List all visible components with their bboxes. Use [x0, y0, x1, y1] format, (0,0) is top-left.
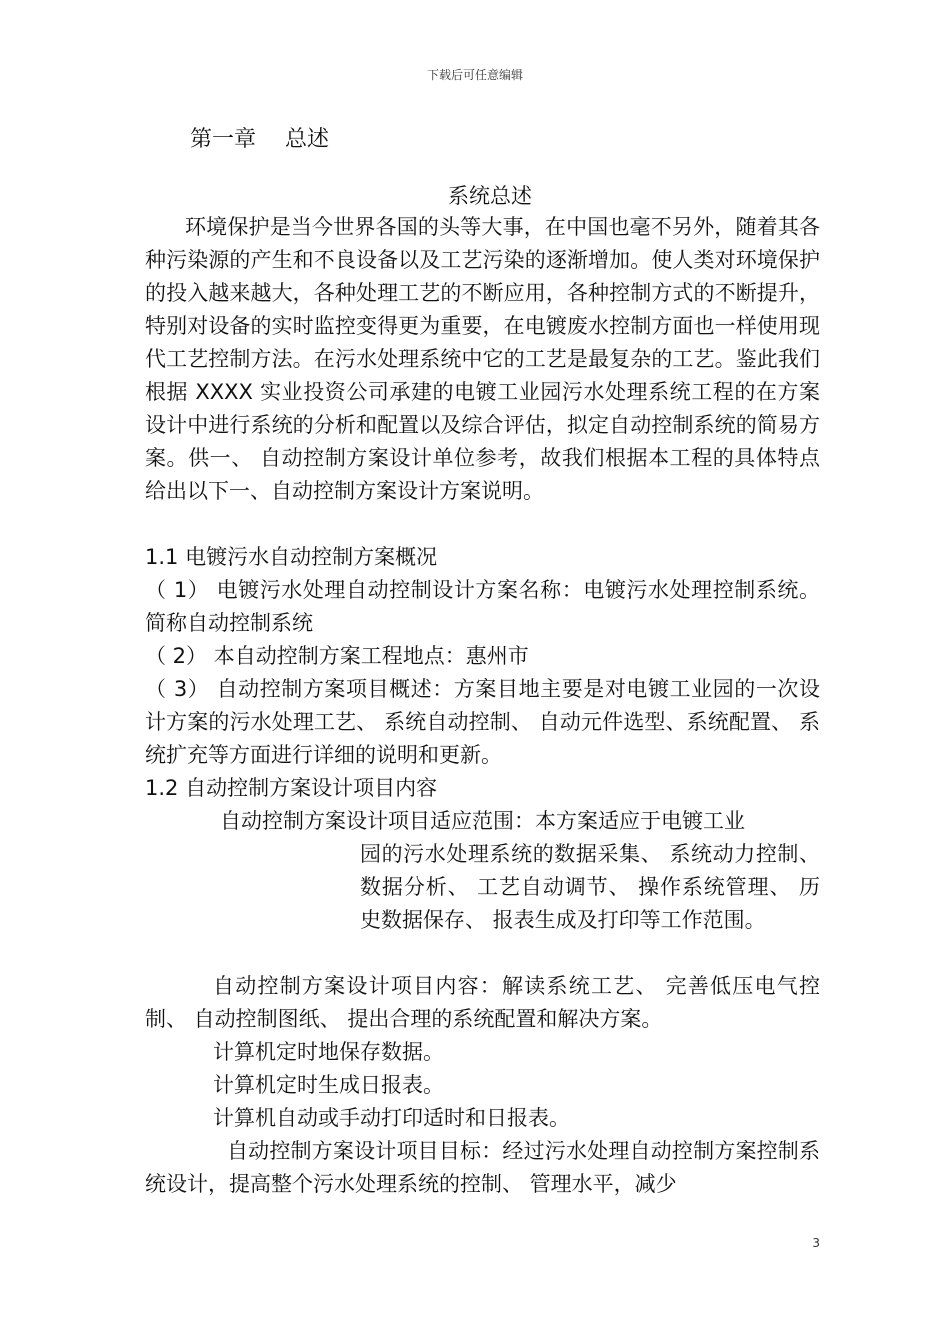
heading-1-1: 1.1 电镀污水自动控制方案概况 [145, 545, 438, 569]
scope-continuation: 园的污水处理系统的数据采集、 系统动力控制、 数据分析、 工艺自动调节、 操作系统管理、 历史数据保存、 报表生成及打印等工作范围。 [360, 842, 820, 932]
item-3-paragraph: （ 3） 自动控制方案项目概述：方案目地主要是对电镀工业园的一次设计方案的污水处理工艺、 系统自动控制、 自动元件选型、系统配置、 系统扩充等方面进行详细的说明和更新。 [145, 677, 820, 767]
content-paragraph: 自动控制方案设计项目内容：解读系统工艺、 完善低压电气控制、 自动控制图纸、 提出合理的系统配置和解决方案。 [145, 974, 820, 1031]
heading-1-2: 1.2 自动控制方案设计项目内容 [145, 776, 438, 800]
content-item-save: 计算机定时地保存数据。 [213, 1040, 444, 1064]
content-item-daily-report: 计算机定时生成日报表。 [213, 1073, 444, 1097]
item-2-paragraph: （ 2） 本自动控制方案工程地点：惠州市 [145, 644, 529, 668]
goal-paragraph: 自动控制方案设计项目目标：经过污水处理自动控制方案控制系统设计，提高整个污水处理系统的控制、 管理水平，减少 [145, 1139, 820, 1196]
item-1-paragraph: （ 1） 电镀污水处理自动控制设计方案名称：电镀污水处理控制系统。简称自动控制系统 [145, 578, 820, 635]
section-title: 系统总述 [448, 184, 532, 208]
content-item-print: 计算机自动或手动打印适时和日报表。 [213, 1106, 570, 1130]
scope-lead-line: 自动控制方案设计项目适应范围：本方案适应于电镀工业 [220, 809, 745, 833]
header-note: 下载后可任意编辑 [426, 68, 523, 82]
page-number: 3 [812, 1236, 820, 1250]
intro-paragraph: 环境保护是当今世界各国的头等大事，在中国也毫不另外，随着其各种污染源的产生和不良设备以及工艺污染的逐渐增加。使人类对环境保护的投入越来越大，各种处理工艺的不断应用，各种控制方式的不断提升，特别对设备的实时监控变得更为重要，在电镀废水控制方面也一样使用现代工艺控制方法。在污水处理系统中它的工艺是最复杂的工艺。鉴此我们根据 XXXX 实业投资公司承建的电镀工业园污水处理系统工程的在方案设计中进行系统的分析和配置以及综合评估，拟定自动控制系统的简易方案。供一、 自动控制方案设计单位参考，故我们根据本工程的具体特点给出以下一、自动控制方案设计方案说明。 [145, 215, 820, 503]
chapter-title: 第一章 总述 [190, 127, 329, 152]
